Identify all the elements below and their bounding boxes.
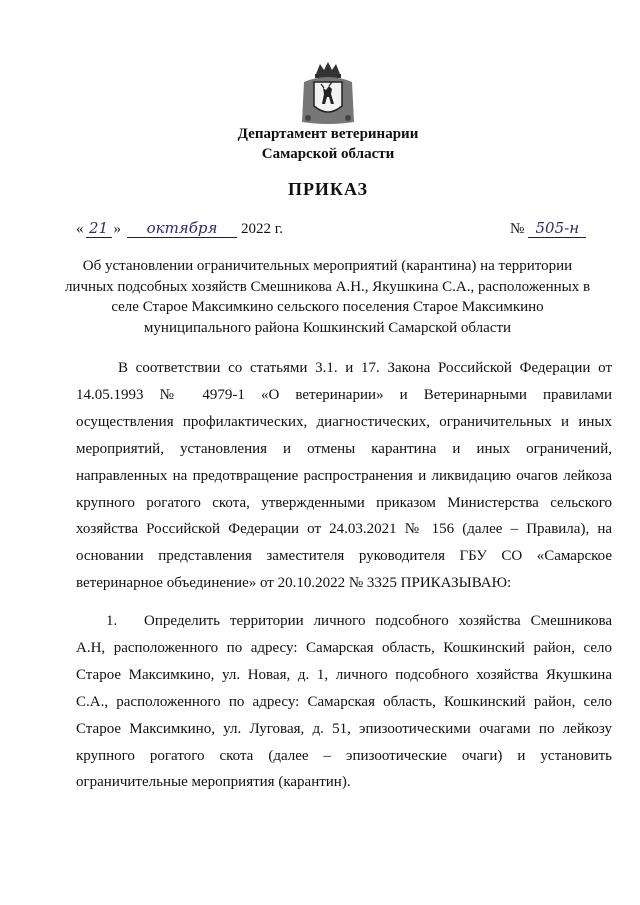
- department-name-line2: Самарской области: [261, 146, 395, 162]
- coat-of-arms-icon: [298, 60, 358, 128]
- order-subject: Об установлении ограничительных мероприятий (карантина) на территории личных подсобных хозяйств Смешникова А.Н., Якушкина С.А., расположенных в селе Старое Максимкино сельского поселения Старое Максимкино муниципального района Кошкинский Самарской области: [64, 258, 591, 336]
- date-day-handwritten: 21: [86, 219, 112, 238]
- date-close-quote: »: [113, 221, 121, 237]
- number-sign: №: [510, 221, 525, 237]
- item-number: 1.: [106, 613, 118, 629]
- order-item-1: [76, 608, 612, 796]
- date-year: 2022 г.: [241, 221, 283, 237]
- order-number: [510, 218, 610, 240]
- date-month-handwritten: октября: [127, 219, 237, 238]
- date-open-quote: «: [76, 221, 84, 237]
- item-text: Определить территории личного подсобного хозяйства Смешникова А.Н, расположенного по адресу: Самарская область, Кошкинский район, село Старое Максимкино, ул. Новая, д. 1, личного подсобного хозяйства Якушкина С.А., расположенного по адресу: Самарская область, Кошкинский район, село Старое Максимкино, ул. Луговая, д. 51, эпизоотическими очагами по лейкозу крупного рогатого скота (далее – эпизоотические очаги) и установить ограничительные мероприятия (карантин).: [76, 613, 612, 791]
- order-date: [76, 218, 306, 240]
- document-title: ПРИКАЗ: [287, 179, 369, 199]
- preamble-paragraph: В соответствии со статьями 3.1. и 17. Закона Российской Федерации от 14.05.1993 № 4979-1 «О ветеринарии» и Ветеринарными правилами осуществления профилактических, диагностических, ограничительных и иных мероприятий, установления и отмены карантина и иных ограничений, направленных на предотвращение распространения и ликвидацию очагов лейкоза крупного рогатого скота, утвержденными приказом Министерства сельского хозяйства Российской Федерации от 24.03.2021 № 156 (далее – Правила), на основании представления заместителя руководителя ГБУ СО «Самарское ветеринарное объединение» от 20.10.2022 № 3325 ПРИКАЗЫВАЮ:: [76, 360, 612, 592]
- department-name-line1: Департамент ветеринарии: [237, 126, 419, 142]
- order-number-handwritten: 505-н: [528, 219, 586, 238]
